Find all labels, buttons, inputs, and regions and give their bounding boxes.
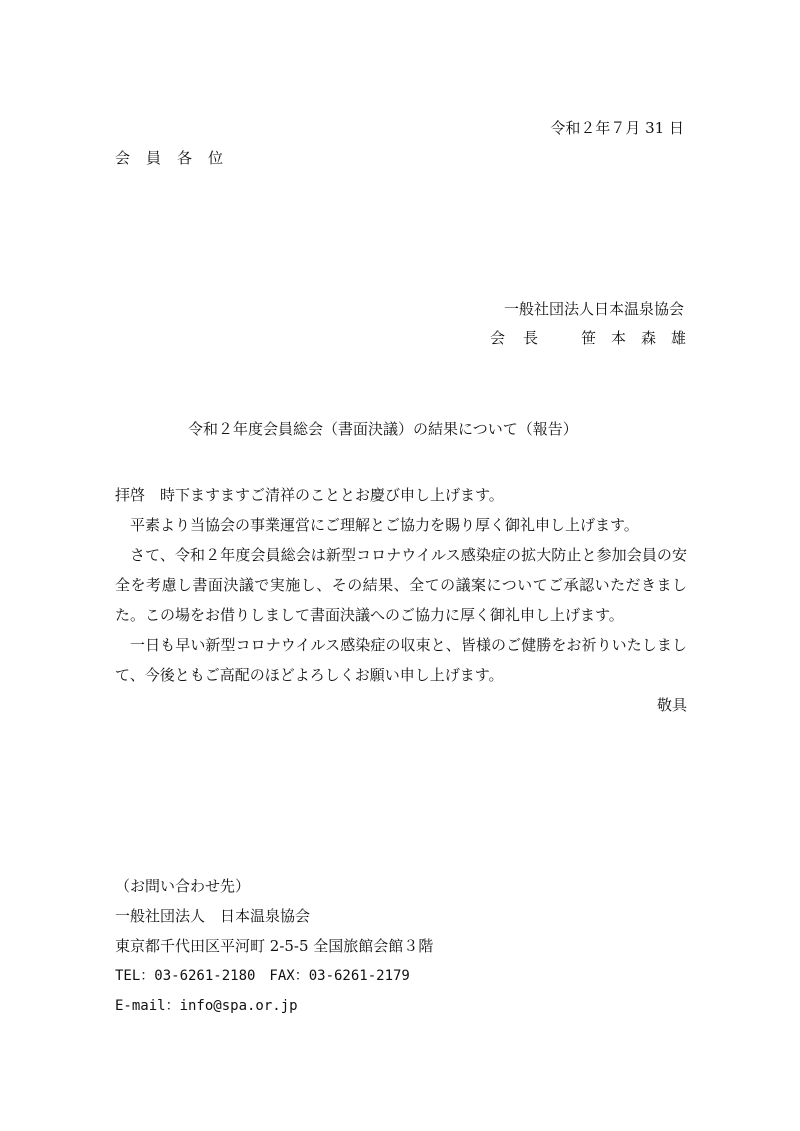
sender-role: 会長	[490, 329, 557, 347]
sender-block	[490, 329, 701, 347]
sender-name: 笹本森雄	[580, 329, 701, 347]
sender-organization: 一般社団法人日本温泉協会	[503, 300, 684, 318]
letter-date: 令和２年７月 31 日	[550, 119, 684, 137]
contact-info	[115, 871, 433, 1021]
greeting-paragraph: 拝啓 時下ますますご清祥のこととお慶び申し上げます。	[115, 486, 504, 504]
contact-heading: （お問い合わせ先）	[115, 877, 251, 895]
body-paragraph-3: 一日も早い新型コロナウイルス感染症の収束と、皆様のご健勝をお祈りいたしまして、今後ともご高配のほどよろしくお願い申し上げます。	[115, 636, 687, 684]
contact-organization: 一般社団法人 日本温泉協会	[115, 907, 311, 925]
letter-subject: 令和２年度会員総会（書面決議）の結果について（報告）	[188, 420, 578, 438]
body-paragraph-2: さて、令和２年度会員総会は新型コロナウイルス感染症の拡大防止と参加会員の安全を考慮し書面決議で実施し、その結果、全ての議案についてご承認いただきました。この場をお借りしまして書面決議へのご協力に厚く御礼申し上げます。	[115, 546, 687, 624]
contact-address: 東京都千代田区平河町 2-5-5 全国旅館会館３階	[115, 937, 434, 955]
body-paragraph-1: 平素より当協会の事業運営にご理解とご協力を賜り厚く御礼申し上げます。	[130, 516, 639, 534]
contact-email: E-mail：info@spa.or.jp	[115, 998, 298, 1014]
closing-word: 敬具	[656, 696, 687, 714]
contact-phone-fax: TEL：03-6261-2180 FAX：03-6261-2179	[115, 968, 410, 984]
addressee: 会員各位	[115, 149, 240, 167]
letter-body	[115, 480, 687, 720]
